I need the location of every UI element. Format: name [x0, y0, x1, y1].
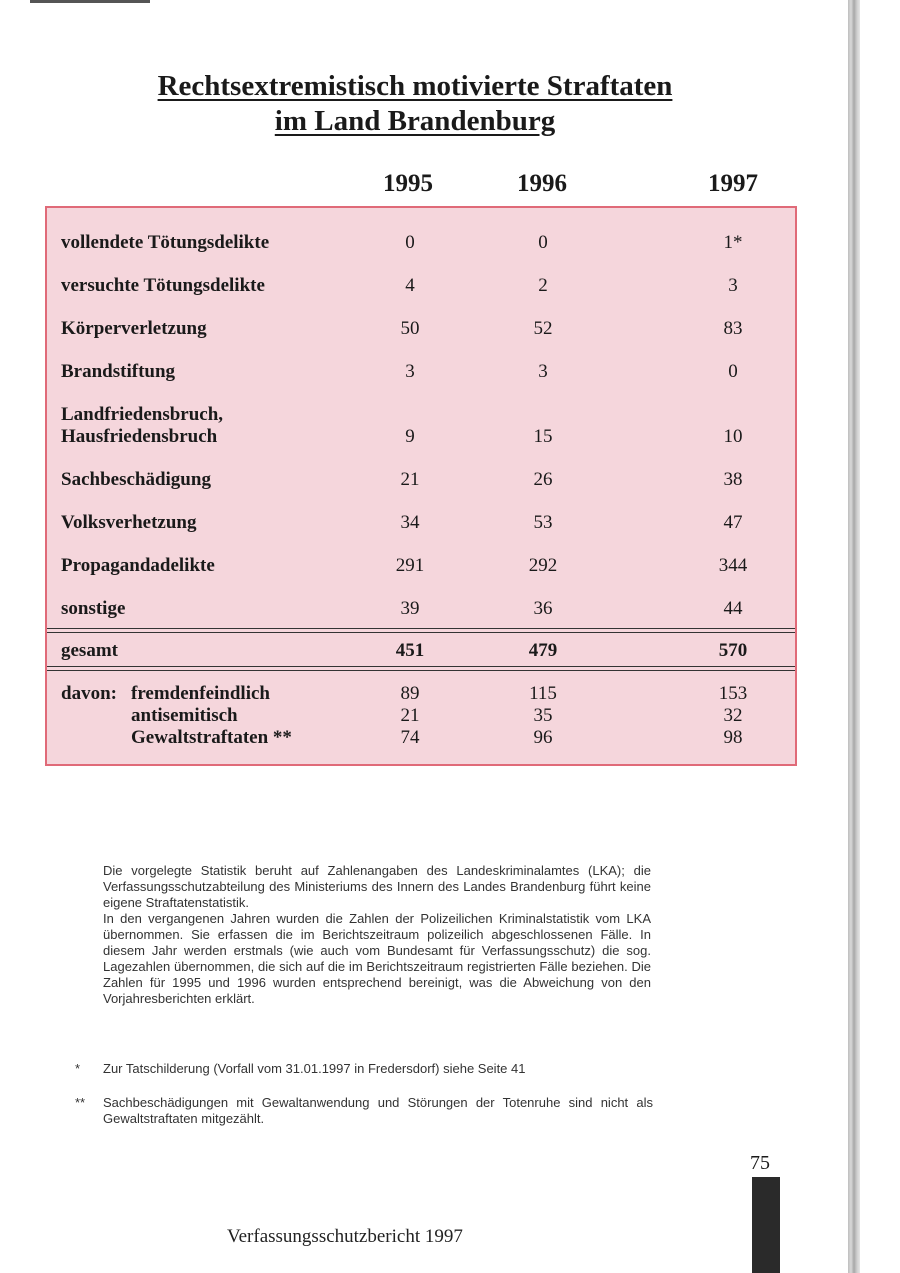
cell-1995: 0 — [405, 232, 415, 253]
cell-1995: 39 — [400, 598, 420, 619]
paragraph-2: In den vergangenen Jahren wurden die Zahlen der Polizeilichen Kriminalstatistik vom LKA übernommen. Sie erfassen die im Berichtszeitraum polizeilich abgeschlossenen Fälle. In diesem Jahr werden erstmals (wie auch vom Bundesamt für Verfassungsschutz) die sog. Lagezahlen übernommen, die sich auf die im Berichtszeitraum registrierten Fälle beziehen. Die Zahlen für 1995 und 1996 wurden entsprechend bereinigt, was die Abweichung von den Vorjahresberichten erklärt. — [103, 911, 651, 1006]
cell-1997: 3 — [728, 275, 738, 296]
cell-1995: 89 — [400, 683, 420, 704]
cell-1996: 15 — [533, 426, 553, 447]
footnote-1 — [75, 1061, 653, 1077]
cell-1996: 26 — [533, 469, 553, 490]
davon-label: davon: — [61, 683, 117, 704]
row-label: vollendete Tötungsdelikte — [61, 232, 270, 253]
cell-1995: 74 — [400, 727, 420, 748]
scan-edge-mark — [30, 0, 150, 3]
cell-1995: 4 — [405, 275, 415, 296]
cell-1996: 3 — [538, 361, 548, 382]
row-label: Landfriedensbruch, — [61, 404, 224, 425]
cell-1997: 0 — [728, 361, 738, 382]
cell-1995: 3 — [405, 361, 415, 382]
explanatory-text — [103, 863, 651, 1007]
page-subtitle: im Land Brandenburg — [274, 105, 556, 137]
row-label-line2: Hausfriedensbruch — [61, 426, 218, 447]
row-label: Volksverhetzung — [61, 512, 197, 533]
page-edge-tab — [752, 1177, 780, 1273]
cell-1997: 38 — [723, 469, 743, 490]
page-number: 75 — [750, 1152, 770, 1174]
total-1995: 451 — [395, 640, 425, 661]
cell-1996: 96 — [533, 727, 553, 748]
cell-1995: 50 — [400, 318, 420, 339]
page-title: Rechtsextremistisch motivierte Straftaten — [157, 70, 673, 102]
cell-1995: 21 — [400, 705, 420, 726]
row-label: sonstige — [61, 598, 126, 619]
cell-1996: 2 — [538, 275, 548, 296]
cell-1995: 21 — [400, 469, 420, 490]
cell-1997: 344 — [718, 555, 748, 576]
cell-1996: 115 — [529, 683, 557, 704]
year-header-1996: 1996 — [517, 170, 567, 197]
rule-above-total-2 — [47, 632, 795, 633]
rule-below-total — [47, 666, 795, 667]
cell-1997: 32 — [723, 705, 743, 726]
page-footer: Verfassungsschutzbericht 1997 — [227, 1226, 463, 1247]
cell-1996: 292 — [528, 555, 558, 576]
row-label: Propagandadelikte — [61, 555, 215, 576]
row-label: Gewaltstraftaten ** — [131, 727, 292, 748]
cell-1997: 83 — [723, 318, 743, 339]
year-header-1995: 1995 — [383, 170, 433, 197]
total-1997: 570 — [718, 640, 748, 661]
footnote-mark: * — [75, 1061, 81, 1076]
rule-above-total — [47, 628, 795, 629]
row-label: Brandstiftung — [61, 361, 176, 382]
row-label: Körperverletzung — [61, 318, 207, 339]
cell-1997: 10 — [723, 426, 743, 447]
row-label: versuchte Tötungsdelikte — [61, 275, 265, 296]
footnote-text: Zur Tatschilderung (Vorfall vom 31.01.1997 in Fredersdorf) siehe Seite 41 — [103, 1061, 526, 1076]
footnote-2 — [75, 1095, 653, 1127]
cell-1995: 291 — [395, 555, 425, 576]
row-label: fremdenfeindlich — [131, 683, 270, 704]
cell-1996: 36 — [533, 598, 553, 619]
cell-1996: 35 — [533, 705, 553, 726]
cell-1995: 34 — [400, 512, 420, 533]
year-header-1997: 1997 — [708, 170, 758, 197]
cell-1997: 153 — [718, 683, 748, 704]
cell-1997: 1* — [723, 232, 743, 253]
row-label: antisemitisch — [131, 705, 238, 726]
footnote-text: Sachbeschädigungen mit Gewaltanwendung und Störungen der Totenruhe sind nicht als Gewaltstraftaten mitgezählt. — [103, 1095, 653, 1126]
cell-1996: 52 — [533, 318, 553, 339]
total-label: gesamt — [61, 640, 118, 661]
total-1996: 479 — [528, 640, 558, 661]
footnote-mark: ** — [75, 1095, 86, 1110]
paragraph-1: Die vorgelegte Statistik beruht auf Zahlenangaben des Landeskriminalamtes (LKA); die Verfassungsschutzabteilung des Ministeriums des Innern des Landes Brandenburg führt keine eigene Straftatenstatistik. — [103, 863, 651, 910]
cell-1996: 0 — [538, 232, 548, 253]
rule-below-total-2 — [47, 670, 795, 671]
page-edge-strip — [848, 0, 860, 1273]
cell-1995: 9 — [405, 426, 415, 447]
cell-1997: 98 — [723, 727, 743, 748]
cell-1997: 44 — [723, 598, 743, 619]
cell-1997: 47 — [723, 512, 743, 533]
row-label: Sachbeschädigung — [61, 469, 211, 490]
cell-1996: 53 — [533, 512, 553, 533]
